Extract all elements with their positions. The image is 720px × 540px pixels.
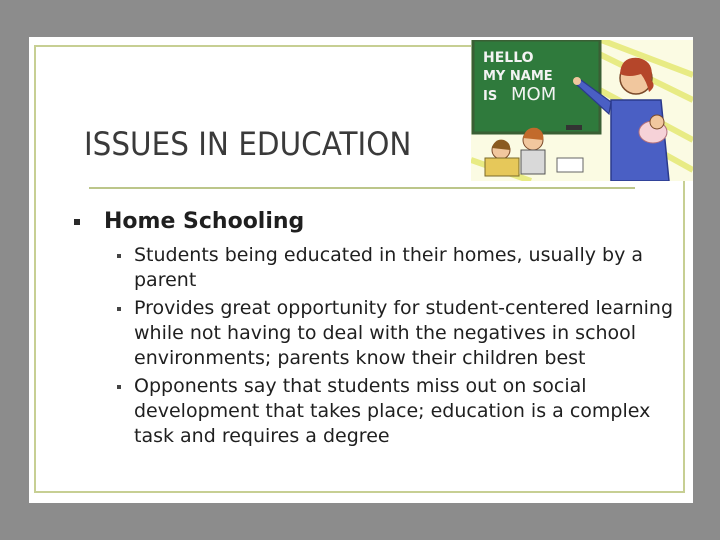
bullet-text: Opponents say that students miss out on social development that takes place; education is a complex task and requires a degree [134,375,651,447]
chalk-text-is: IS [483,89,498,104]
bullet-level-1 [74,207,684,237]
square-bullet-icon [74,219,80,225]
sub-bullet-list [74,243,684,449]
square-bullet-icon [117,254,121,258]
bullet-text: Provides great opportunity for student-centered learning while not having to deal with the negatives in school environments; parents know their children best [134,297,674,369]
square-bullet-icon [117,385,121,389]
slide [29,37,693,503]
slide-content [74,207,684,452]
bullet-text: Students being educated in their homes, usually by a parent [134,244,643,291]
chalk-text-my-name: MY NAME [483,69,553,84]
square-bullet-icon [117,307,121,311]
list-item [133,374,684,449]
list-item [133,243,684,293]
slide-title: ISSUES IN EDUCATION [84,125,412,163]
topic-heading: Home Schooling [104,209,305,234]
home-schooling-cartoon [471,40,693,181]
list-item [133,296,684,371]
chalk-text-mom: MOM [511,84,557,105]
title-underline [89,187,635,189]
chalk-text-hello: HELLO [483,50,534,66]
